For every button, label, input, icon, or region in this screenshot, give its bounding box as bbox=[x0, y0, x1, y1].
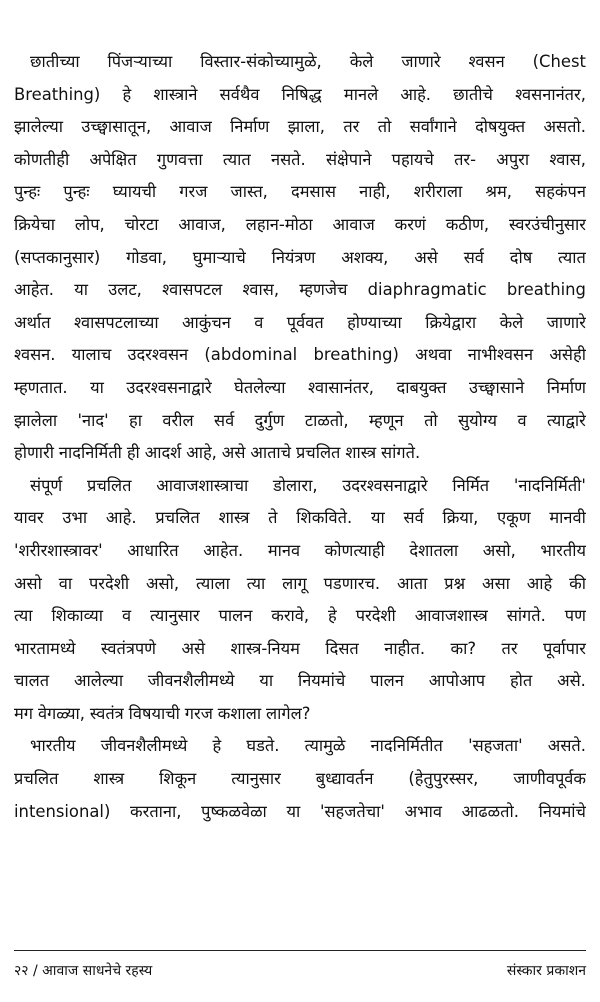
text-line: 'शरीरशास्त्रावर' आधारित आहेत. मानव कोणत्याही देशातला असो, भारतीय bbox=[14, 540, 586, 560]
footer-rule bbox=[14, 950, 586, 951]
text-line: प्रचलित शास्त्र शिकून त्यानुसार बुध्द्यावर्तन (हेतुपुरस्सर, जाणीवपूर्वक bbox=[14, 769, 586, 789]
text-line: संपूर्ण प्रचलित आवाजशास्त्राचा डोलारा, उदरश्वसनाद्वारे निर्मित 'नादनिर्मिती' bbox=[30, 475, 586, 495]
footer-publisher: संस्कार प्रकाशन bbox=[506, 963, 586, 979]
text-line: असो वा परदेशी असो, त्याला त्या लागू पडणारच. आता प्रश्न असा आहे की bbox=[14, 573, 586, 593]
text-line: श्वसन. यालाच उदरश्वसन (abdominal breathing) अथवा नाभीश्वसन असेही bbox=[14, 345, 586, 365]
text-line: पुन्हः पुन्हः घ्यायची गरज जास्त, दमसास नाही, शरीराला श्रम, सहकंपन bbox=[14, 182, 586, 202]
text-line: Breathing) हे शास्त्राने सर्वथैव निषिद्ध मानले आहे. छातीचे श्वसनानंतर, bbox=[14, 84, 586, 104]
text-line: (सप्तकानुसार) गोडवा, घुमाऱ्याचे नियंत्रण अशक्य, असे सर्व दोष त्यात bbox=[14, 247, 586, 267]
footer-page-and-title: २२ / आवाज साधनेचे रहस्य bbox=[14, 963, 153, 979]
text-line: झालेला 'नाद' हा वरील सर्व दुर्गुण टाळतो, म्हणून तो सुयोग्य व त्याद्वारे bbox=[14, 410, 586, 430]
text-line: क्रियेचा लोप, चोरटा आवाज, लहान-मोठा आवाज करणं कठीण, स्वरउंचीनुसार bbox=[14, 214, 586, 234]
text-line: झालेल्या उच्छ्वासातून, आवाज निर्माण झाला, तर तो सर्वांगाने दोषयुक्त असतो. bbox=[14, 117, 586, 137]
text-line: मग वेगळ्या, स्वतंत्र विषयाची गरज कशाला लागेल? bbox=[14, 703, 311, 723]
text-line: म्हणतात. या उदरश्वसनाद्वारे घेतलेल्या श्वासानंतर, दाबयुक्त उच्छ्वासाने निर्माण bbox=[14, 377, 586, 397]
text-line: होणारी नादनिर्मिती ही आदर्श आहे, असे आताचे प्रचलित शास्त्र सांगते. bbox=[14, 443, 421, 463]
page-footer bbox=[14, 956, 586, 986]
text-line: आहेत. या उलट, श्वासपटल श्वास, म्हणजेच diaphragmatic breathing bbox=[14, 280, 586, 300]
text-line: त्या शिकाव्या व त्यानुसार पालन करावे, हे परदेशी आवाजशास्त्र सांगते. पण bbox=[14, 606, 586, 626]
text-line: अर्थात श्वासपटलाच्या आकुंचन व पूर्ववत होण्याच्या क्रियेद्वारा केले जाणारे bbox=[14, 312, 586, 332]
body-text bbox=[14, 46, 586, 828]
text-line: भारतामध्ये स्वतंत्रपणे असे शास्त्र-नियम दिसत नाहीत. का? तर पूर्वापार bbox=[14, 638, 586, 658]
text-line: चालत आलेल्या जीवनशैलीमध्ये या नियमांचे पालन आपोआप होत असे. bbox=[14, 671, 586, 691]
text-line: भारतीय जीवनशैलीमध्ये हे घडते. त्यामुळे नादनिर्मितीत 'सहजता' असते. bbox=[30, 736, 586, 756]
text-line: छातीच्या पिंजऱ्याच्या विस्तार-संकोच्यामुळे, केले जाणारे श्वसन (Chest bbox=[30, 52, 586, 71]
text-line: कोणतीही अपेक्षित गुणवत्ता त्यात नसते. संक्षेपाने पहायचे तर- अपुरा श्वास, bbox=[14, 149, 586, 169]
text-line: यावर उभा आहे. प्रचलित शास्त्र ते शिकविते. या सर्व क्रिया, एकूण मानवी bbox=[14, 508, 586, 528]
text-line: intensional) करताना, पुष्कळवेळा या 'सहजतेचा' अभाव आढळतो. नियमांचे bbox=[14, 801, 586, 821]
